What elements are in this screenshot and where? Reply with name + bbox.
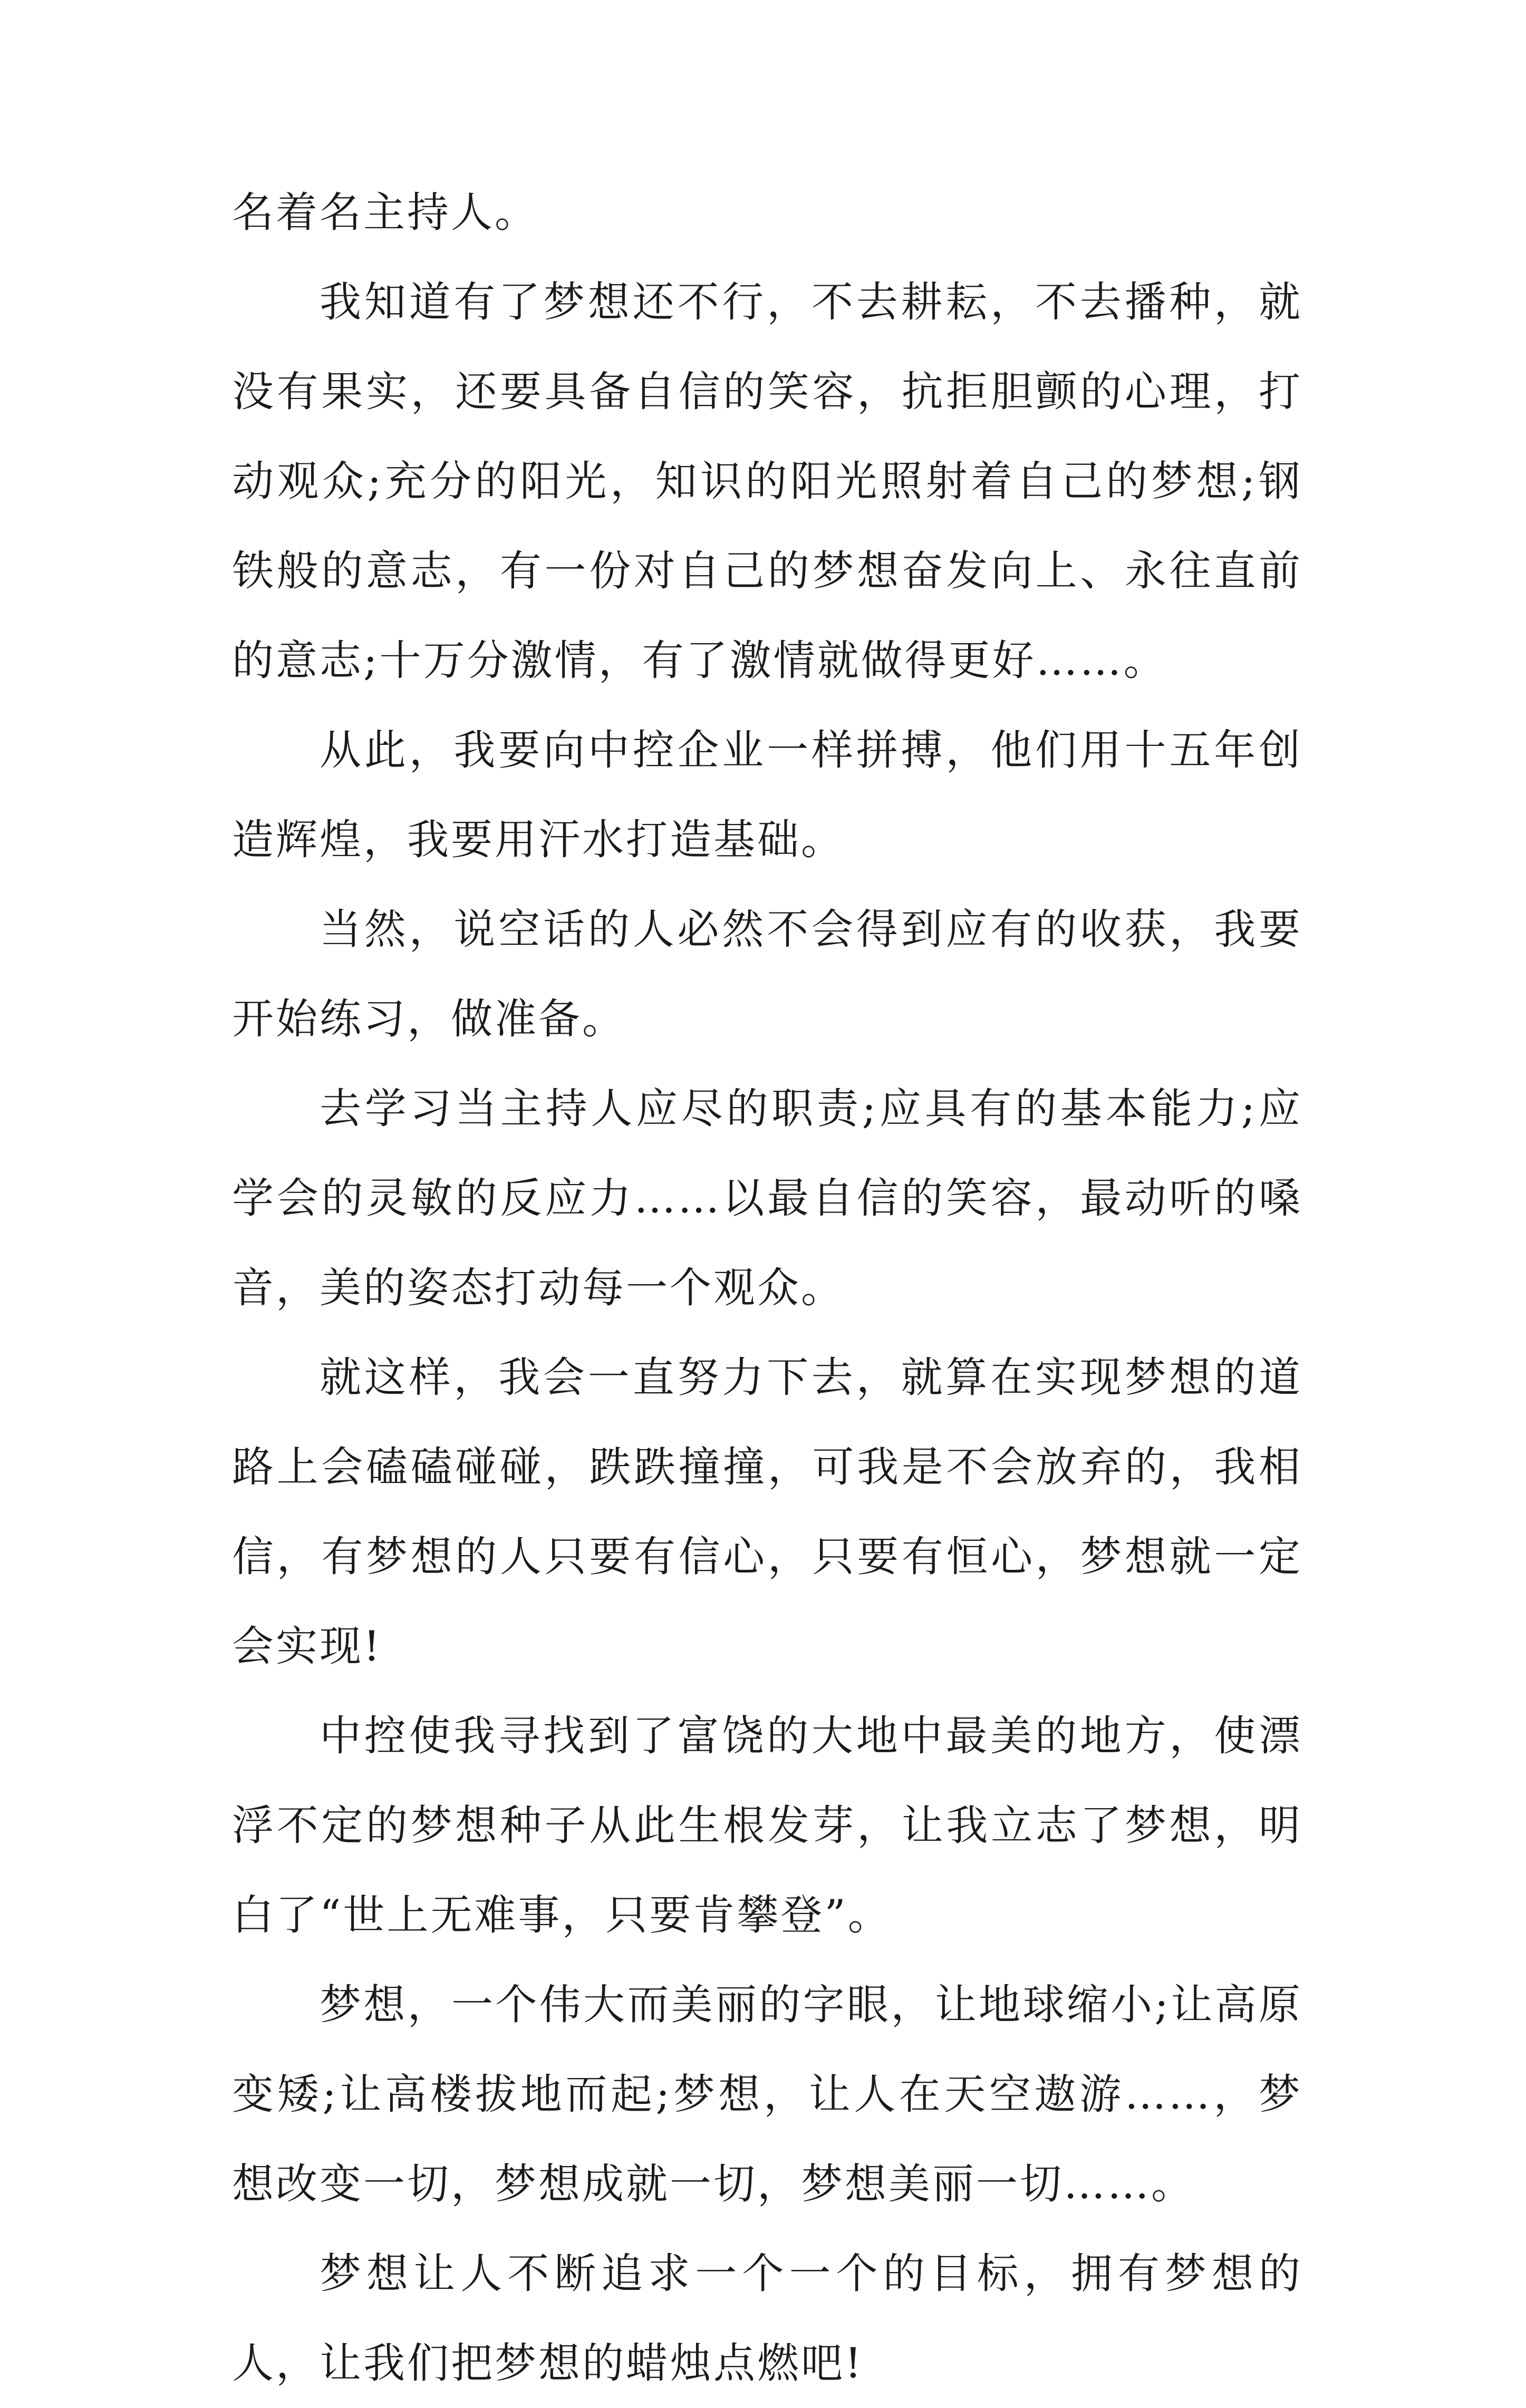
paragraph: 去学习当主持人应尽的职责;应具有的基本能力;应学会的灵敏的反应力……以最自信的笑容，最动听的嗓音，美的姿态打动每一个观众。: [232, 1084, 1302, 1312]
paragraph: 从此，我要向中控企业一样拼搏，他们用十五年创造辉煌，我要用汗水打造基础。: [232, 726, 1302, 864]
paragraph: 就这样，我会一直努力下去，就算在实现梦想的道路上会磕磕碰碰，跌跌撞撞，可我是不会放弃的，我相信，有梦想的人只要有信心，只要有恒心，梦想就一定会实现!: [232, 1353, 1302, 1671]
paragraph: 名着名主持人。: [232, 188, 538, 237]
paragraph: 梦想让人不断追求一个一个的目标，拥有梦想的人，让我们把梦想的蜡烛点燃吧!: [232, 2249, 1302, 2387]
paragraph: 梦想，一个伟大而美丽的字眼，让地球缩小;让高原变矮;让高楼拔地而起;梦想，让人在天空遨游……，梦想改变一切，梦想成就一切，梦想美丽一切……。: [232, 1980, 1302, 2208]
paragraph: 我知道有了梦想还不行，不去耕耘，不去播种，就没有果实，还要具备自信的笑容，抗拒胆颤的心理，打动观众;充分的阳光，知识的阳光照射着自己的梦想;钢铁般的意志，有一份对自己的梦想奋发向上、永往直前的意志;十万分激情，有了激情就做得更好……。: [232, 278, 1302, 685]
paragraph: 中控使我寻找到了富饶的大地中最美的地方，使漂浮不定的梦想种子从此生根发芽，让我立志了梦想，明白了“世上无难事，只要肯攀登”。: [232, 1712, 1302, 1939]
paragraph: 当然，说空话的人必然不会得到应有的收获，我要开始练习，做准备。: [232, 905, 1302, 1043]
document-page: [232, 168, 1302, 2408]
